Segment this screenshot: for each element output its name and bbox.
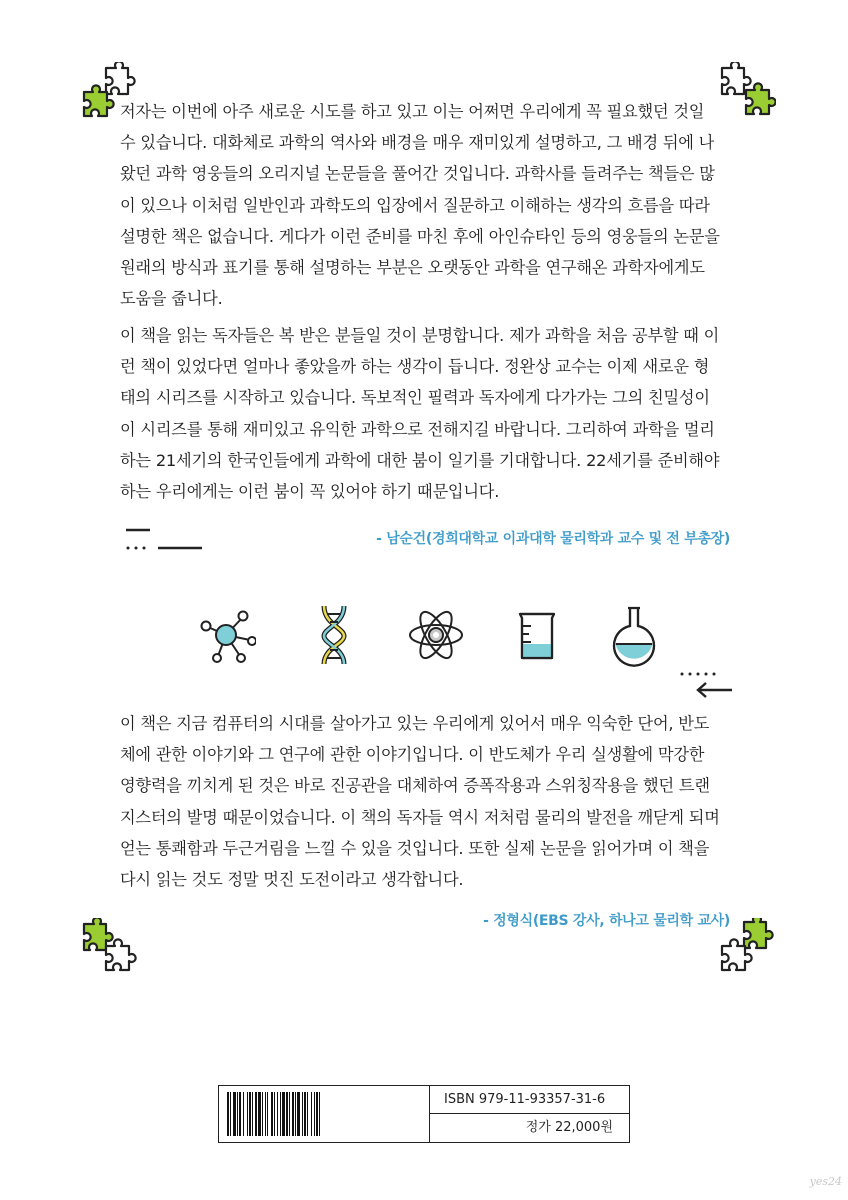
watermark: yes24 — [809, 1175, 842, 1188]
arrow-left-icon — [678, 668, 734, 698]
beaker-icon — [506, 600, 566, 670]
review-paragraph-3: 이 책은 지금 컴퓨터의 시대를 살아가고 있는 우리에게 있어서 매우 익숙한 단어, 반도 체에 관한 이야기와 그 연구에 관한 이야기입니다. 이 반도체가 우리 실생활에 막강한 영향력을 끼치게 된 것은 바로 진공관을 대체하여 증폭작용과 스위칭작용을 했던 트랜 지스터의 발명 때문이었습니다. 이 책의 독자들 역시 저처럼 물리의 발전을 깨닫게 되며 얻는 통쾌함과 두근거림을 느낄 수 있을 것입니다. 또한 실제 논문을 읽어가며 이 책을 다시 읽는 것도 정말 멋진 도전이라고 생각합니다. — [120, 714, 720, 890]
atom-icon — [406, 600, 466, 670]
review-attribution-1: - 남순건(경희대학교 이과대학 물리학과 교수 및 전 부총장) — [376, 531, 730, 547]
price-text: 정가 22,000원 — [429, 1114, 629, 1142]
barcode-panel — [218, 1085, 630, 1143]
molecule-icon — [196, 600, 256, 670]
barcode — [227, 1092, 423, 1136]
review-attribution-2: - 정형식(EBS 강사, 하나고 물리학 교사) — [483, 913, 730, 929]
decorative-divider — [124, 526, 204, 554]
review-paragraph-2: 이 책을 읽는 독자들은 복 받은 분들일 것이 분명합니다. 제가 과학을 처음 공부할 때 이 런 책이 있었다면 얼마나 좋았을까 하는 생각이 듭니다. 정완상 교수는 이제 새로운 형 태의 시리즈를 시작하고 있습니다. 독보적인 필력과 독자에게 다가가는 그의 친밀성이 이 시리즈를 통해 재미있고 유익한 과학으로 전해지길 바랍니다. 그리하여 과학을 멀리 하는 21세기의 한국인들에게 과학에 대한 붐이 일기를 기대합니다. 22세기를 준비해야 하는 우리에게는 이런 붐이 꼭 있어야 하기 때문입니다. — [120, 326, 720, 502]
review-paragraph-1: 저자는 이번에 아주 새로운 시도를 하고 있고 이는 어쩌면 우리에게 꼭 필요했던 것일 수 있습니다. 대화체로 과학의 역사와 배경을 매우 재미있게 설명하고, 그 배경 뒤에 나 왔던 과학 영웅들의 오리지널 논문들을 풀어간 것입니다. 과학사를 들려주는 책들은 많 이 있으나 이처럼 일반인과 과학도의 입장에서 질문하고 이해하는 생각의 흐름을 따라 설명한 책은 없습니다. 게다가 이런 준비를 마친 후에 아인슈타인 등의 영웅들의 논문을 원래의 방식과 표기를 통해 설명하는 부분은 오랫동안 과학을 연구해온 과학자에게도 도움을 줍니다. — [120, 102, 720, 309]
science-icons-row — [196, 600, 656, 670]
dna-icon — [304, 600, 364, 670]
isbn-text: ISBN 979-11-93357-31-6 — [429, 1086, 629, 1114]
puzzle-icon — [78, 918, 138, 978]
flask-icon — [604, 600, 664, 670]
